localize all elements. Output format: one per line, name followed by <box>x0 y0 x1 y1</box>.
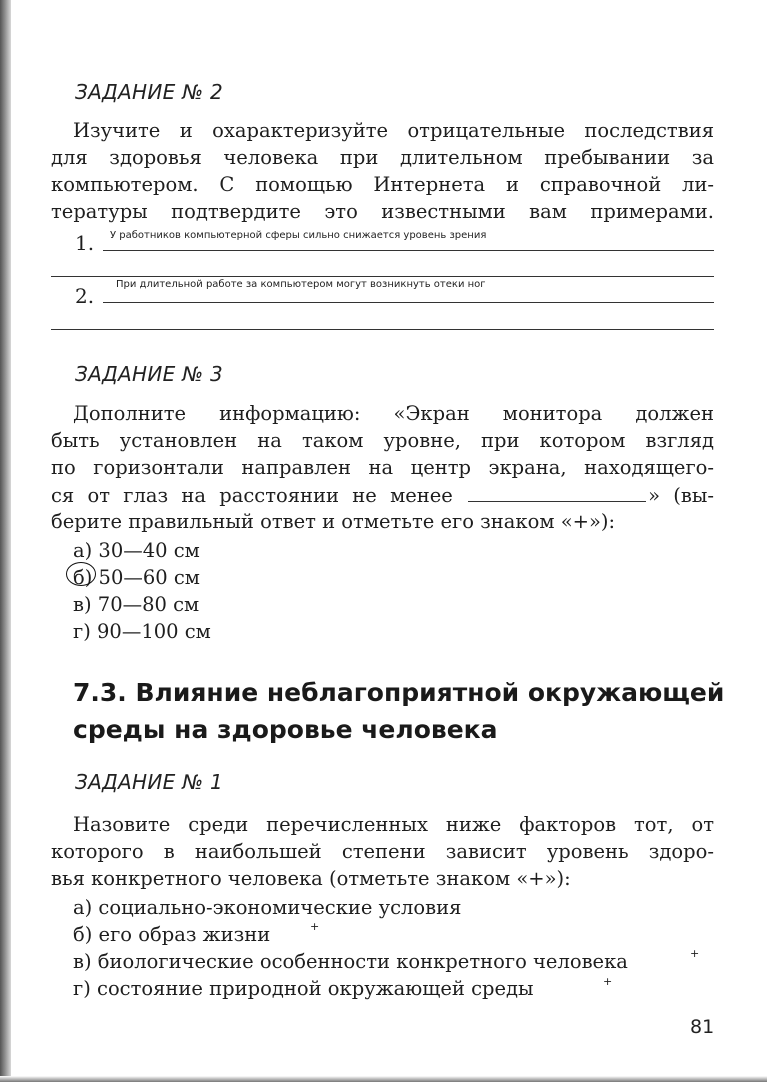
section-title-line-2: среды на здоровье человека <box>73 715 498 744</box>
task1-heading: ЗАДАНИЕ № 1 <box>75 770 223 794</box>
page-binding-edge <box>0 0 11 1082</box>
task3-option-d[interactable]: г) 90—100 см <box>73 620 211 643</box>
plus-mark-c: + <box>690 947 700 960</box>
plus-mark-d: + <box>603 975 613 988</box>
task2-text-line-2: для здоровья человека при длительном пребывании за <box>51 146 714 169</box>
task1-text-line-3: вья конкретного человека (отметьте знаком «+»): <box>51 867 571 890</box>
answer-2-line <box>103 302 714 303</box>
answer-1-number: 1. <box>75 231 95 255</box>
task1-option-c[interactable]: в) биологические особенности конкретного человека <box>73 950 628 973</box>
answer-2-number: 2. <box>75 284 95 308</box>
task2-text-line-3: компьютером. С помощью Интернета и справочной ли- <box>51 173 714 196</box>
answer-1-line-extra <box>51 276 714 277</box>
page-bottom-edge <box>0 1076 767 1082</box>
task3-text-line-1: Дополните информацию: «Экран монитора должен <box>73 402 714 425</box>
task3-text-line-3: по горизонтали направлен на центр экрана, находящего- <box>51 456 714 479</box>
fill-in-blank[interactable] <box>468 485 646 502</box>
answer-2-text[interactable]: При длительной работе за компьютером могут возникнуть отеки ног <box>116 279 486 290</box>
answer-1-line <box>103 250 714 251</box>
task3-option-a[interactable]: а) 30—40 см <box>73 539 200 562</box>
task1-text-line-2: которого в наибольшей степени зависит уровень здоро- <box>51 840 714 863</box>
task1-option-a[interactable]: а) социально-экономические условия <box>73 896 462 919</box>
task3-option-c[interactable]: в) 70—80 см <box>73 593 200 616</box>
task1-option-b[interactable]: б) его образ жизни <box>73 923 271 946</box>
task3-text-line-2: быть установлен на таком уровне, при котором взгляд <box>51 429 714 452</box>
answer-1-text[interactable]: У работников компьютерной сферы сильно снижается уровень зрения <box>110 230 487 241</box>
task1-option-d[interactable]: г) состояние природной окружающей среды <box>73 977 534 1000</box>
page-number: 81 <box>690 1016 715 1038</box>
task1-text-line-1: Назовите среди перечисленных ниже факторов тот, от <box>73 813 714 836</box>
task3-option-b[interactable]: б) 50—60 см <box>73 566 200 589</box>
task3-text-line-5: берите правильный ответ и отметьте его знаком «+»): <box>51 510 616 533</box>
task2-text-line-4: тературы подтвердите это известными вам примерами. <box>51 200 714 223</box>
task3-text-line-4: ся от глаз на расстоянии не менее » (вы- <box>51 484 715 507</box>
task3-heading: ЗАДАНИЕ № 3 <box>75 362 223 386</box>
task2-heading: ЗАДАНИЕ № 2 <box>75 80 223 104</box>
answer-2-line-extra <box>51 329 714 330</box>
plus-mark-b: + <box>310 920 320 933</box>
task2-text-line-1: Изучите и охарактеризуйте отрицательные последствия <box>73 119 714 142</box>
section-title-line-1: 7.3. Влияние неблагоприятной окружающей <box>73 678 725 707</box>
selected-answer-circle <box>66 562 96 586</box>
